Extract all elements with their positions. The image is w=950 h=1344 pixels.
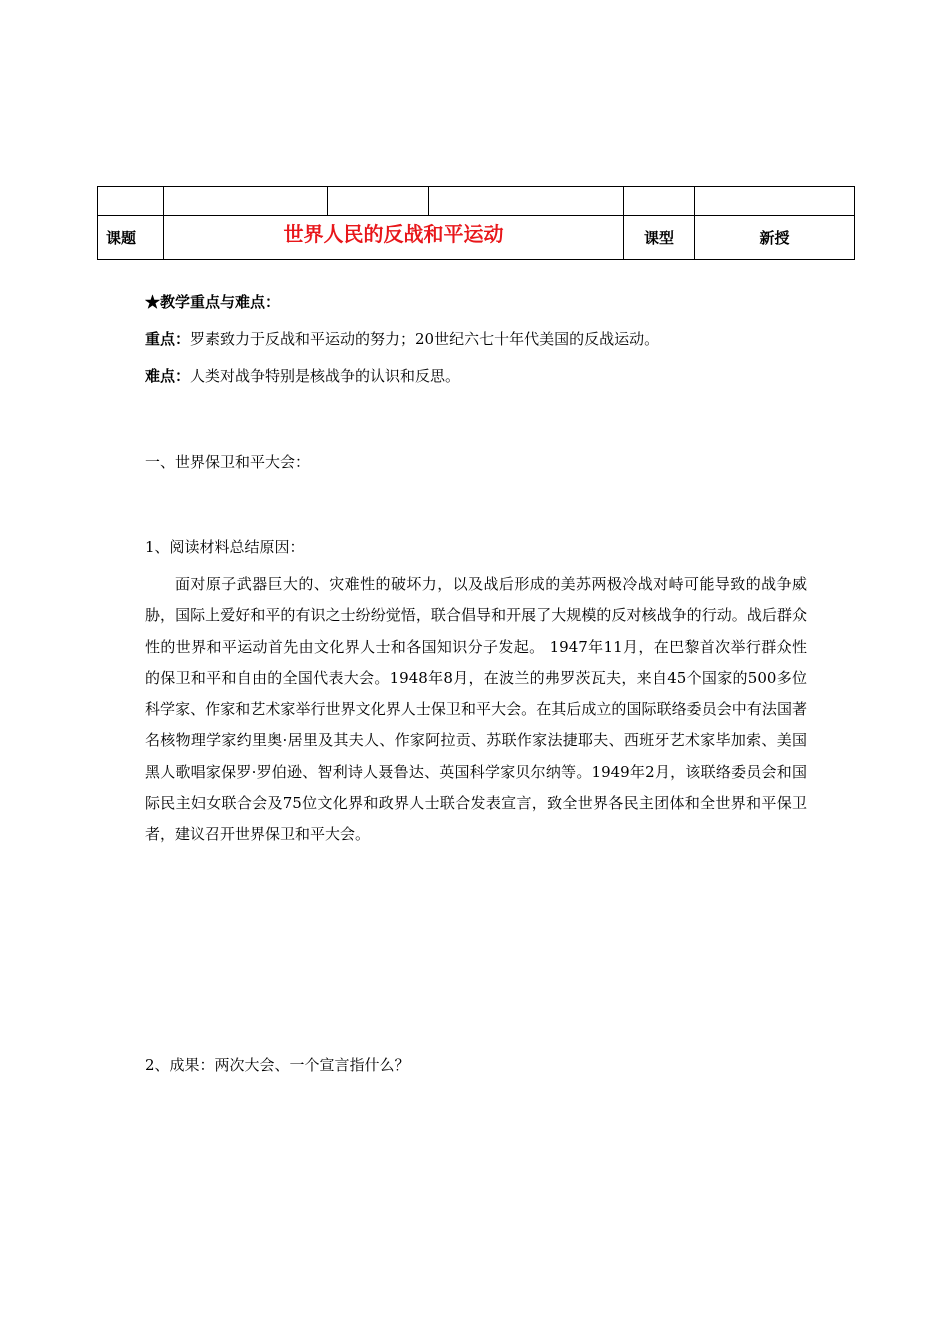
blank-cell [695,187,855,216]
lesson-title: 世界人民的反战和平运动 [164,216,624,260]
key-point-text: 罗素致力于反战和平运动的努力；20世纪六七十年代美国的反战运动。 [190,330,660,348]
difficult-point-line [145,366,460,386]
type-value: 新授 [695,216,855,260]
blank-cell [98,187,164,216]
section1-heading: 一、世界保卫和平大会： [145,453,311,471]
type-label: 课型 [624,216,695,260]
difficult-point-label: 难点： [145,367,191,385]
header-blank-row [98,187,855,216]
blank-cell [624,187,695,216]
key-point-label: 重点： [145,330,191,348]
topic-label: 课题 [98,216,164,260]
blank-cell [429,187,624,216]
reading-material-paragraph: 面对原子武器巨大的、灾难性的破坏力，以及战后形成的美苏两极冷战对峙可能导致的战争威胁，国际上爱好和平的有识之士纷纷觉悟，联合倡导和开展了大规模的反对核战争的行动。战后群众性的世界和平运动首先由文化界人士和各国知识分子发起。 1947年11月，在巴黎首次举行群众性的保卫和平和自由的全国代表大会。1948年8月，在波兰的弗罗茨瓦夫，来自45个国家的500多位科学家、作家和艺术家举行世界文化界人士保卫和平大会。在其后成立的国际联络委员会中有法国著名核物理学家约里奥·居里及其夫人、作家阿拉贡、苏联作家法捷耶夫、西班牙艺术家毕加索、美国黑人歌唱家保罗·罗伯逊、智利诗人聂鲁达、英国科学家贝尔纳等。1949年2月，该联络委员会和国际民主妇女联合会及75位文化界和政界人士联合发表宣言，致全世界各民主团体和全世界和平保卫者，建议召开世界保卫和平大会。 [145,575,807,844]
section1-item2: 2、成果：两次大会、一个宣言指什么？ [145,1056,410,1074]
key-point-line [145,329,659,349]
lesson-header-table [97,186,855,260]
difficult-point-text: 人类对战争特别是核战争的认识和反思。 [190,367,461,385]
header-main-row [98,216,855,260]
section1-item1: 1、阅读材料总结原因： [145,538,305,556]
blank-cell [164,187,328,216]
blank-cell [328,187,429,216]
focus-heading: ★教学重点与难点： [145,293,281,311]
